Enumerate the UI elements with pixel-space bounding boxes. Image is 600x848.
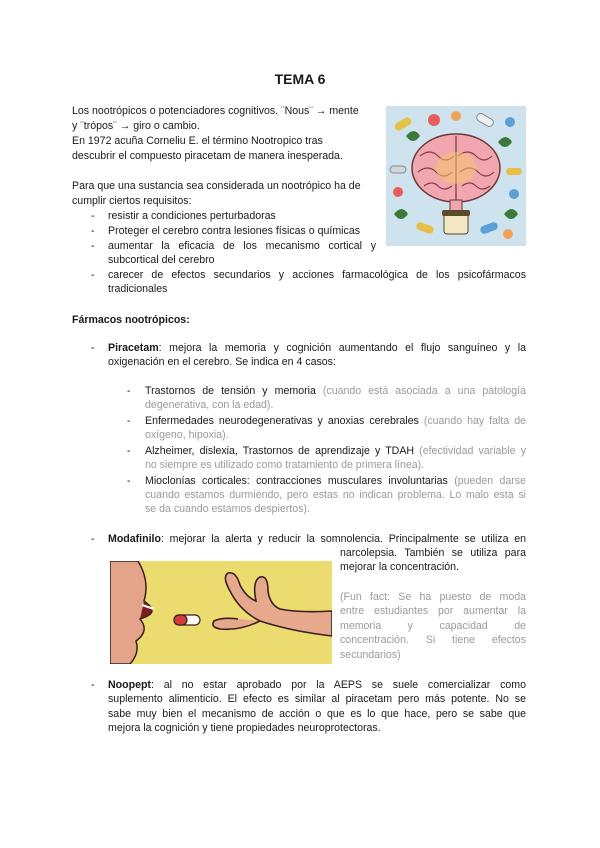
drug-name: Noopept xyxy=(108,679,151,691)
bullet-dash: - xyxy=(127,475,131,487)
case-item xyxy=(145,444,526,459)
case-title: Enfermedades neurodegenerativas y anoxias cerebrales xyxy=(145,415,419,427)
modafinilo-line: mejorar la concentración. xyxy=(340,561,459,573)
case-note: se da cuando estamos despiertos). xyxy=(145,503,310,515)
requirement-item: carecer de efectos secundarios y acciones farmacológica de los psicofármacos xyxy=(108,269,526,281)
intro-line: descubrir el compuesto piracetam de manera inesperada. xyxy=(72,150,343,162)
noopept-line: suplemento alimenticio. El efecto es similar al piracetam pero más potente. No se xyxy=(108,693,526,705)
drug-desc: : mejora la memoria y cognición aumentando el flujo sanguíneo y la xyxy=(158,342,526,354)
bullet-dash: - xyxy=(91,679,95,691)
fun-fact-line: memoria y capacidad de xyxy=(340,620,526,632)
section-heading: Fármacos nootrópicos: xyxy=(72,314,190,326)
page-title: TEMA 6 xyxy=(274,71,326,87)
case-note: degenerativa, con la edad). xyxy=(145,399,274,411)
case-title: Trastornos de tensión y memoria xyxy=(145,385,316,397)
bullet-dash: - xyxy=(91,225,95,237)
case-note: (cuando hay falta de xyxy=(418,415,526,427)
case-title: Alzheimer, dislexia, Trastornos de aprendizaje y TDAH xyxy=(145,445,415,457)
case-note: cuando estamos durmiendo, pero estas no indican problema. Lo malo esta si xyxy=(145,489,526,501)
fun-fact-line: (Fun fact: Se ha puesto de moda xyxy=(340,591,526,603)
bullet-dash: - xyxy=(91,342,95,354)
bullet-dash: - xyxy=(91,210,95,222)
bullet-dash: - xyxy=(91,269,95,281)
brain-illustration xyxy=(386,106,526,246)
requirement-item: Proteger el cerebro contra lesiones físicas o químicas xyxy=(108,225,361,237)
intro-line: En 1972 acuña Corneliu E. el término Nootropico tras xyxy=(72,135,323,147)
case-note: (efectividad variable y xyxy=(414,445,526,457)
hand-pill-illustration xyxy=(110,561,332,664)
requirements-line: cumplir ciertos requisitos: xyxy=(72,195,192,207)
fun-fact-line: concentración. Si tiene efectos xyxy=(340,634,526,646)
requirement-item: subcortical del cerebro xyxy=(108,254,215,266)
intro-line: y ¨trópos¨ → giro o cambio. xyxy=(72,120,200,132)
case-item xyxy=(145,384,526,399)
drug-name: Modafinilo xyxy=(108,533,161,545)
case-note: (cuando está asociada a una patología xyxy=(315,385,526,397)
drug-desc: : mejorar la alerta y reducir la somnolencia. Principalmente se utiliza en xyxy=(160,533,526,545)
modafinilo-line xyxy=(108,532,526,547)
fun-fact-line: entre estudiantes por aumentar la xyxy=(340,605,526,617)
bullet-dash: - xyxy=(127,445,131,457)
requirement-item: resistir a condiciones perturbadoras xyxy=(108,210,276,222)
case-note: oxígeno, hipoxia). xyxy=(145,429,229,441)
noopept-line xyxy=(108,678,526,693)
requirement-item: aumentar la eficacia de los mecanismo cortical y xyxy=(108,240,376,252)
intro-line: Los nootrópicos o potenciadores cognitivos. ¨Nous¨ → mente xyxy=(72,105,359,117)
noopept-line: mejora la cognición y tiene propiedades neuroprotectoras. xyxy=(108,722,381,734)
drug-name: Piracetam xyxy=(108,342,159,354)
fun-fact-line: secundarios) xyxy=(340,649,401,661)
case-item xyxy=(145,474,526,489)
bullet-dash: - xyxy=(127,385,131,397)
bullet-dash: - xyxy=(91,240,95,252)
noopept-line: sabe muy bien el mecanismo de acción o que es lo que hace, pero se sabe que xyxy=(108,708,526,720)
bullet-dash: - xyxy=(127,415,131,427)
case-note: no siempre es utilizado como tratamiento de primera línea). xyxy=(145,459,425,471)
drug-desc: : al no estar aprobado por la AEPS se suele comercializar como xyxy=(150,679,526,691)
piracetam-line xyxy=(108,341,526,356)
case-note: (pueden darse xyxy=(447,475,526,487)
piracetam-line: oxigenación en el cerebro. Se indica en 4 casos: xyxy=(108,356,336,368)
case-item xyxy=(145,414,526,429)
case-title: Mioclonías corticales: contracciones musculares involuntarias xyxy=(145,475,448,487)
bullet-dash: - xyxy=(91,533,95,545)
requirements-line: Para que una sustancia sea considerada un nootrópico ha de xyxy=(72,180,361,192)
requirement-item: tradicionales xyxy=(108,283,168,295)
modafinilo-line: narcolepsia. También se utiliza para xyxy=(340,547,526,559)
